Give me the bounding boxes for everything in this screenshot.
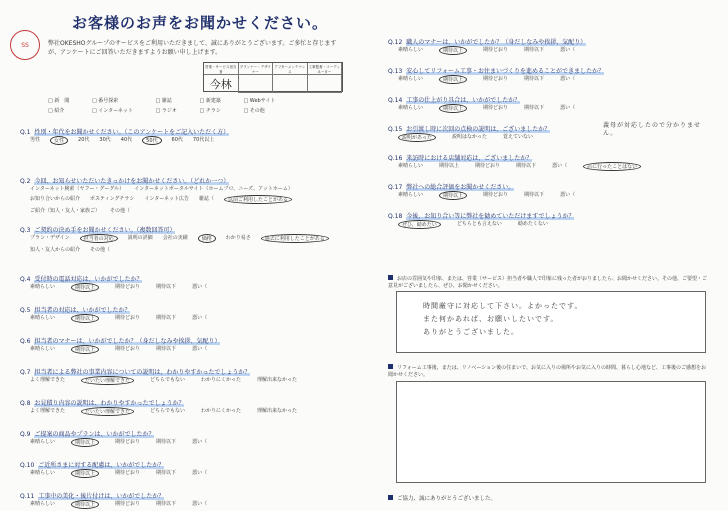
question-text: お見積り内容の説明は、わかりやすかったでしょうか？	[34, 400, 185, 407]
answer-option-selected[interactable]: 説明があった	[398, 133, 436, 142]
question-number: Q.4	[20, 276, 31, 283]
answer-option[interactable]: どちらでもない	[150, 408, 185, 414]
answer-option[interactable]: 説明はなかった	[451, 134, 487, 140]
answer-option-selected[interactable]: 店に行ったことはない	[583, 162, 641, 171]
question-text: 安心してリフォーム工事・お住まいづくりを進めることができましたか？	[406, 68, 604, 75]
answer-option[interactable]: 悪い（	[192, 439, 208, 445]
answer-option[interactable]: 悪い（	[560, 76, 576, 82]
bullet-icon	[388, 364, 393, 369]
comment1-prompt-block	[388, 275, 708, 290]
answer-option[interactable]: よく理解できた	[30, 377, 66, 383]
bullet-icon	[388, 275, 393, 280]
answer-option[interactable]: インターネット検索（ヤフー・グーグル）	[30, 186, 125, 192]
comment2-box[interactable]	[396, 381, 706, 483]
question-label	[20, 225, 175, 234]
question-label	[20, 127, 229, 136]
question-number: Q.14	[388, 97, 403, 104]
answer-option[interactable]: 悪い（	[552, 163, 568, 169]
source-checkbox-item[interactable]: □ 紹介	[48, 107, 82, 114]
answer-option[interactable]: その他（	[110, 208, 131, 214]
answer-option[interactable]: 素晴らしい	[30, 284, 56, 290]
answer-option[interactable]: 期待以上	[439, 163, 460, 169]
answer-option[interactable]: 覚えていない	[502, 134, 533, 140]
answer-options	[30, 469, 207, 478]
source-checkbox-item[interactable]: □ ラジオ	[156, 107, 190, 114]
answer-option[interactable]: 40代	[120, 137, 133, 143]
answer-option[interactable]: お知り合いからの紹介	[30, 196, 81, 202]
question-text: 今後、お知り合い等に弊社を勧めていただけますでしょうか？	[406, 213, 575, 220]
question-label	[388, 211, 574, 220]
question-label	[20, 176, 229, 185]
answer-option-selected[interactable]: 期待以上	[439, 46, 467, 55]
question-number: Q.11	[20, 493, 35, 500]
answer-option[interactable]: インターネット広告	[144, 196, 189, 202]
answer-options	[398, 133, 533, 142]
answer-options	[30, 136, 350, 145]
answer-option[interactable]: 悪い（	[560, 192, 576, 198]
staff-header: プランナー・デザイナー	[239, 63, 274, 75]
answer-options	[398, 104, 575, 113]
answer-option[interactable]: 70代以上	[192, 137, 215, 143]
question-label	[388, 182, 514, 191]
question-text: ご契約の決め手をお聞かせください。（複数回答可）	[34, 227, 176, 234]
answer-option[interactable]: 期待以下	[524, 192, 545, 198]
answer-option-selected[interactable]: 過去に利用したことがある	[261, 234, 329, 243]
answer-option[interactable]: 素晴らしい	[30, 501, 56, 507]
answer-options	[30, 438, 207, 447]
answer-option-selected[interactable]: 以前ご利用したことがある	[224, 195, 292, 204]
staff-handwritten-name: 今林	[204, 75, 239, 93]
question-number: Q.8	[20, 400, 31, 407]
question-label	[20, 460, 164, 469]
intro-text: 弊社OKESHOグループのサービスをご利用いただきまして、誠にありがとうございます。ご多忙と存じますが、アンケートにご回答いただきますようお願い申し上げます。	[48, 40, 337, 56]
comment1-prompt: お店の雰囲気や印象、または、営業（サービス）担当者や職人で印象に残った者がおりましたら、お聞かせください。その他、ご要望・ご意見がございましたら、ぜひ、お聞かせください。	[388, 276, 708, 289]
question-label	[388, 153, 532, 162]
question-label	[20, 336, 220, 345]
question-number: Q.18	[388, 213, 403, 220]
answer-option[interactable]: 期待どおり	[483, 47, 509, 53]
question-number: Q.17	[388, 184, 403, 191]
answer-option[interactable]: 悪い（	[192, 315, 208, 321]
staff-header: アフターメンテナンス	[273, 63, 308, 75]
question-number: Q.13	[388, 68, 403, 75]
answer-option[interactable]: 素晴らしい	[398, 105, 424, 111]
staff-table	[203, 62, 343, 92]
answer-option-selected[interactable]: 50代	[142, 136, 161, 145]
answer-option[interactable]: インターネットポータルサイト（ホームプロ、ニーズ、アットホーム）	[134, 186, 293, 192]
question-text: ご提案の商品やプランは、いかがでしたか？	[34, 431, 155, 438]
answer-option[interactable]: 素晴らしい	[30, 439, 56, 445]
answer-option[interactable]: 素晴らしい	[30, 315, 56, 321]
answer-option[interactable]: ポスティングチラシ	[90, 196, 135, 202]
answer-option[interactable]: 会社の実績	[162, 235, 188, 241]
answer-option[interactable]: 30代	[99, 137, 111, 143]
answer-option[interactable]: 期待以下	[516, 163, 537, 169]
answer-option-selected[interactable]: 期待以上	[71, 283, 99, 292]
answer-option[interactable]: 期待以下	[156, 346, 177, 352]
question-label	[20, 274, 142, 283]
answer-option-selected[interactable]: 期待以上	[71, 500, 99, 509]
source-checklist	[48, 97, 288, 114]
answer-option-selected[interactable]: 期待以上	[439, 104, 467, 113]
answer-option[interactable]: わかりにくかった	[200, 408, 241, 414]
answer-option[interactable]: 期待どおり	[483, 192, 509, 198]
staff-header: 営業・サービス担当者	[205, 65, 237, 74]
answer-option[interactable]: 素晴らしい	[398, 163, 424, 169]
company-stamp	[10, 30, 40, 60]
question-text: 性別・年代をお聞かせください。（このアンケートをご記入いただく方）	[34, 129, 230, 136]
answer-options	[30, 376, 297, 385]
answer-options	[398, 191, 575, 200]
answer-options	[30, 185, 350, 214]
question-label	[20, 429, 154, 438]
answer-option[interactable]: よく理解できた	[30, 408, 66, 414]
question-label	[20, 491, 164, 500]
answer-option-selected[interactable]: 女性	[50, 136, 68, 145]
answer-option-selected[interactable]: 期待以上	[71, 314, 99, 323]
answer-option[interactable]: 悪い（	[560, 105, 576, 111]
staff-header: 工事監督・コーディネーター	[308, 63, 343, 75]
answer-option-selected[interactable]: 期待以上	[71, 438, 99, 447]
answer-option[interactable]: 60代	[171, 137, 183, 143]
footer-block	[388, 494, 496, 502]
comment1-box[interactable]	[396, 291, 706, 353]
answer-option[interactable]: プラン・デザイン	[30, 235, 70, 241]
answer-option[interactable]: どちらでもない	[150, 377, 185, 383]
answer-option[interactable]: 説明の詳細	[127, 235, 153, 241]
answer-option[interactable]: 期待以下	[156, 501, 177, 507]
answer-option[interactable]: 期待以下	[524, 76, 545, 82]
answer-option[interactable]: 理解出来なかった	[257, 377, 298, 383]
comment1-line: また何かあれば、お願いしたいです。	[423, 315, 559, 323]
answer-option-selected[interactable]: だいたい理解できた	[81, 407, 134, 416]
answer-option[interactable]: 期待以下	[156, 284, 177, 290]
source-checkbox-item[interactable]: □ インターネット	[92, 107, 146, 114]
answer-option-selected[interactable]: 担当者の対応	[80, 234, 118, 243]
answer-options	[30, 283, 207, 292]
answer-options	[30, 345, 207, 354]
question-label	[388, 37, 586, 46]
answer-option[interactable]: ご紹介（知人・友人・家族ご）	[30, 208, 101, 214]
answer-option[interactable]: 素晴らしい	[398, 76, 424, 82]
answer-option-selected[interactable]: だいたい理解できた	[81, 376, 134, 385]
question-number: Q.6	[20, 338, 31, 345]
answer-option[interactable]: 悪い（	[192, 346, 208, 352]
source-checkbox-item[interactable]: □ 雑誌	[156, 97, 190, 104]
answer-option[interactable]: 期待以下	[524, 105, 545, 111]
answer-option[interactable]: 悪い（	[192, 470, 208, 476]
answer-options	[30, 407, 297, 416]
comment2-prompt: リフォーム工事後、または、リノベーション後の住まいで、お気に入りの場所やお気に入りの時間、暮らし心地など、工事後のご感想をお聞かせください。	[388, 365, 707, 378]
question-number: Q.7	[20, 369, 31, 376]
answer-option[interactable]: わかり易さ	[225, 235, 251, 241]
answer-option[interactable]: 期待以下	[156, 470, 177, 476]
answer-option[interactable]: 期待以下	[156, 439, 177, 445]
source-checkbox-item[interactable]: □ Webサイト	[243, 97, 288, 104]
comment1-line: 時間厳守に対応して下さい。よかったです。	[423, 302, 583, 310]
answer-option-selected[interactable]: 期待以上	[439, 75, 467, 84]
comment1-line: ありがとうございました。	[423, 328, 519, 336]
question-text: 弊社への総合評価をお聞かせください。	[406, 184, 515, 191]
question-label	[388, 66, 604, 75]
question-text: お引渡し時に次回の点検の説明は、ございましたか？	[406, 126, 551, 133]
answer-options	[30, 234, 350, 253]
question-number: Q.1	[20, 129, 31, 136]
staff-cell	[239, 75, 274, 93]
answer-option[interactable]: 男性	[30, 137, 41, 143]
answer-option[interactable]: 期待どおり	[115, 315, 141, 321]
handwritten-note: 義母が対応したので分かりません。	[603, 122, 702, 137]
comment2-prompt-block	[388, 364, 708, 379]
answer-option[interactable]: 期待以下	[156, 315, 177, 321]
question-number: Q.12	[388, 39, 403, 46]
answer-option[interactable]: 悪い（	[192, 501, 208, 507]
question-label	[20, 398, 184, 407]
answer-option-selected[interactable]: 期待以上	[71, 469, 99, 478]
answer-option[interactable]: 悪い（	[192, 284, 208, 290]
question-text: 担当者のマナーは、いかがでしたか？（身だしなみや挨拶、気配り）	[34, 338, 221, 345]
answer-option[interactable]: 理解出来なかった	[257, 408, 298, 414]
question-number: Q.2	[20, 178, 31, 185]
answer-option[interactable]: 素晴らしい	[398, 192, 424, 198]
answer-option[interactable]: 20代	[78, 137, 90, 143]
answer-options	[398, 46, 575, 55]
answer-option[interactable]: 期待どおり	[115, 470, 141, 476]
question-label	[388, 124, 550, 133]
answer-option[interactable]: 悪い（	[560, 47, 576, 53]
answer-option[interactable]: 期待どおり	[115, 346, 141, 352]
source-checkbox-item[interactable]: □ その他	[243, 107, 288, 114]
source-checkbox-item[interactable]: □ チラシ	[199, 107, 233, 114]
question-text: 工事の仕上がり具合は、いかがでしたか？	[406, 97, 521, 104]
question-text: 職人のマナーは、いかがでしたか？（身だしなみや挨拶、気配り）	[406, 39, 587, 46]
source-checkbox-item[interactable]: □ 新 聞	[48, 97, 82, 104]
question-label	[20, 305, 130, 314]
answer-option[interactable]: 期待どおり	[115, 284, 141, 290]
answer-option[interactable]: 期待どおり	[483, 76, 509, 82]
source-checkbox-item[interactable]: □ 番号探索	[92, 97, 146, 104]
answer-option-selected[interactable]: ぜひ、勧めたい	[398, 220, 441, 229]
answer-option-selected[interactable]: 期待以上	[439, 191, 467, 200]
question-label	[20, 367, 250, 376]
staff-cell	[273, 75, 308, 93]
source-checkbox-item[interactable]: □ 新建築	[199, 97, 233, 104]
question-text: 受付時の電話対応は、いかがでしたか？	[34, 276, 143, 283]
question-number: Q.16	[388, 155, 403, 162]
answer-option[interactable]: 期待どおり	[475, 163, 501, 169]
answer-option[interactable]: 期待どおり	[483, 105, 509, 111]
question-label	[388, 95, 520, 104]
footer-text: ご協力、誠にありがとうございました。	[397, 496, 497, 502]
staff-cell	[308, 75, 343, 93]
answer-option[interactable]: 素晴らしい	[30, 470, 56, 476]
question-text: 担当者の対応は、いかがでしたか？	[34, 307, 131, 314]
answer-option[interactable]: 知人・友人からの紹介	[30, 247, 81, 253]
answer-options	[398, 162, 641, 171]
answer-options	[30, 314, 207, 323]
question-text: 来訪時における店舗対応は、ございましたか？	[406, 155, 533, 162]
question-number: Q.10	[20, 462, 35, 469]
question-number: Q.3	[20, 227, 31, 234]
answer-option[interactable]: 期待どおり	[115, 439, 141, 445]
answer-option[interactable]: 素晴らしい	[398, 47, 424, 53]
answer-option-selected[interactable]: 期待以上	[71, 345, 99, 354]
answer-option[interactable]: 素晴らしい	[30, 346, 56, 352]
answer-options	[398, 220, 548, 229]
answer-option-selected[interactable]: 価格	[198, 234, 216, 243]
page-title: お客様のお声をお聞かせください。	[72, 14, 329, 32]
answer-option[interactable]: 期待以下	[524, 47, 545, 53]
question-text: 工事中の美化・後片付けは、いかがでしたか？	[38, 493, 165, 500]
question-text: 担当者による弊社の事業内容についての説明は、わかりやすかったでしょうか？	[34, 369, 251, 376]
stamp-text: SS	[21, 41, 29, 49]
answer-options	[398, 75, 575, 84]
answer-option[interactable]: 勧めたくない	[517, 221, 548, 227]
answer-options	[30, 500, 207, 509]
question-number: Q.15	[388, 126, 403, 133]
answer-option[interactable]: 期待どおり	[115, 501, 141, 507]
question-text: ご近所さまに対する配慮は、いかがでしたか？	[38, 462, 165, 469]
answer-option[interactable]: わかりにくかった	[200, 377, 241, 383]
answer-option[interactable]: 雑誌（	[198, 196, 214, 202]
answer-option[interactable]: どちらとも言えない	[456, 221, 502, 227]
bullet-icon	[388, 495, 393, 500]
answer-option[interactable]: その他（	[90, 247, 111, 253]
question-number: Q.9	[20, 431, 31, 438]
question-number: Q.5	[20, 307, 31, 314]
question-text: 今回、お知らせいただいたきっかけをお聞かせください。（どれか一つ）	[34, 178, 230, 185]
